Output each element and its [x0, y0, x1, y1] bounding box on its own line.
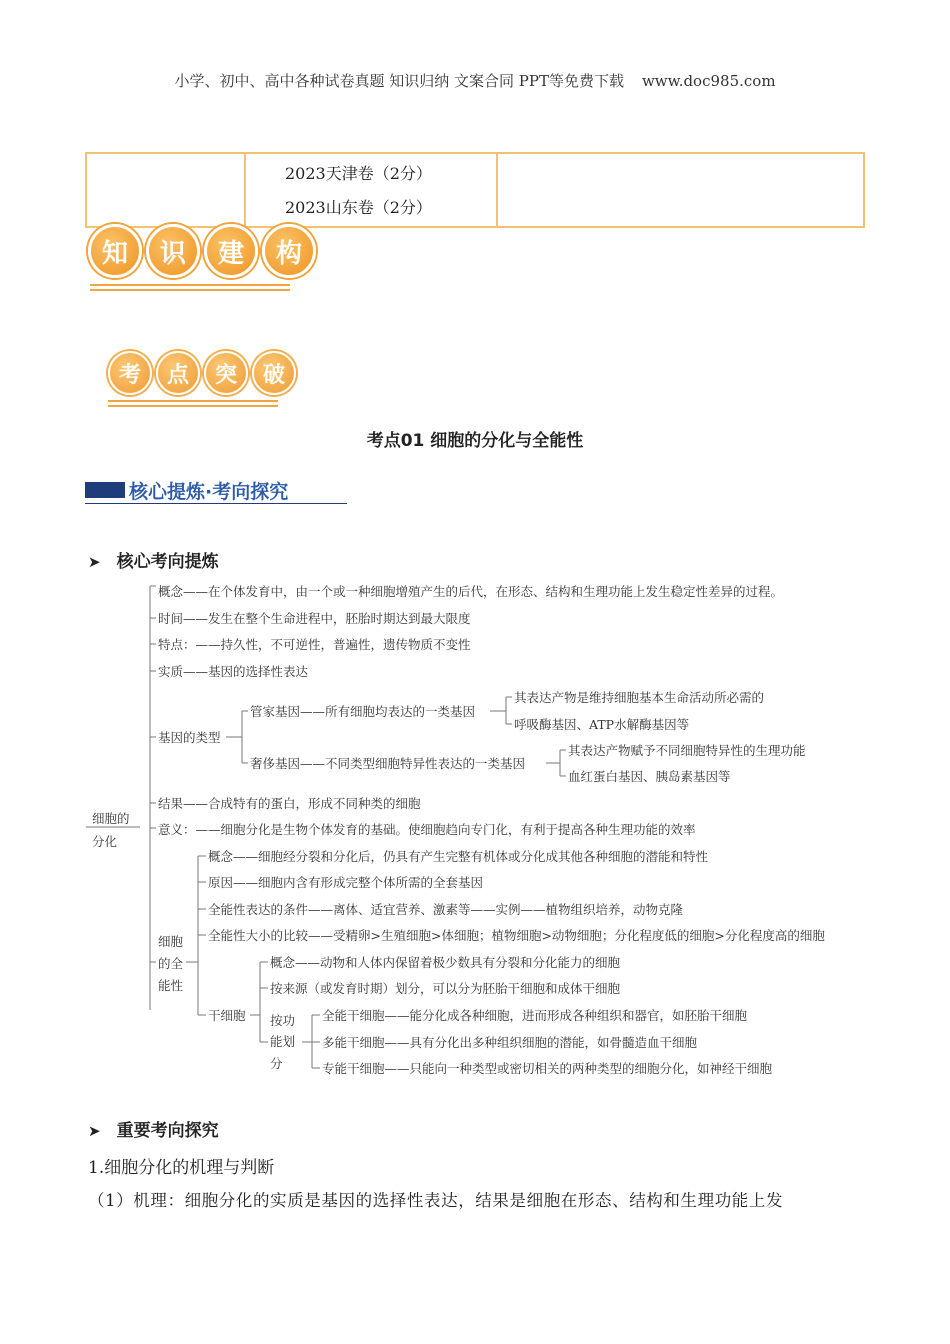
node-f1: 全能干细胞——能分化成各种细胞，进而形成各种组织和器官，如胚胎干细胞 — [322, 1008, 748, 1023]
node-concept: 概念——在个体发育中，由一个或一种细胞增殖产生的后代，在形态、结构和生理功能上发生稳定性差异的过程。 — [158, 584, 784, 599]
node-result: 结果——合成特有的蛋白，形成不同种类的细胞 — [158, 796, 421, 811]
tree-root: 细胞的 — [92, 811, 130, 826]
badge-char: 考 — [108, 351, 152, 395]
node-totipotency: 细胞 — [158, 934, 184, 949]
paragraph-heading: 1.细胞分化的机理与判断 — [88, 1158, 275, 1178]
tree-line — [490, 697, 512, 724]
tree-line — [186, 856, 206, 1015]
node-totipotency: 的全 — [158, 956, 184, 971]
exam-line: 2023天津卷（2分） — [285, 164, 432, 183]
badge-char: 建 — [204, 224, 258, 278]
node-feature: 特点：——持久性，不可逆性，普遍性，遗传物质不变性 — [158, 637, 471, 652]
node-t-reason: 原因——细胞内含有形成完整个体所需的全套基因 — [208, 875, 484, 890]
badge-char: 突 — [204, 351, 248, 395]
tree-line — [302, 1015, 320, 1068]
node-essence: 实质——基因的选择性表达 — [158, 664, 309, 679]
node-housekeeping: 管家基因——所有细胞均表达的一类基因 — [250, 704, 476, 719]
tree-root: 分化 — [92, 834, 118, 849]
node-hk2: 呼吸酶基因、ATP水解酶基因等 — [514, 717, 690, 732]
header-site: www.doc985.com — [641, 72, 776, 90]
header-text: 小学、初中、高中各种试卷真题 知识归纳 文案合同 PPT等免费下载 — [174, 72, 624, 90]
badge-char: 识 — [146, 224, 200, 278]
heading-text: 重要考向探究 — [116, 1121, 219, 1141]
node-t-compare: 全能性大小的比较——受精卵>生殖细胞>体细胞；植物细胞>动物细胞；分化程度低的细胞>分化程度高的细胞 — [208, 928, 825, 943]
heading-text: 核心考向提炼 — [116, 552, 219, 572]
node-by-function: 按功 — [270, 1013, 296, 1028]
heading-important — [88, 1116, 219, 1141]
exam-line: 2023山东卷（2分） — [285, 198, 432, 217]
node-f3: 专能干细胞——只能向一种类型或密切相关的两种类型的细胞分化，如神经干细胞 — [322, 1061, 773, 1076]
node-by-function: 能划 — [270, 1034, 296, 1049]
node-t-condition: 全能性表达的条件——离体、适宜营养、激素等——实例——植物组织培养，动物克隆 — [208, 902, 684, 917]
node-f2: 多能干细胞——具有分化出多种组织细胞的潜能，如骨髓造血干细胞 — [322, 1035, 698, 1050]
badge-char: 构 — [262, 224, 316, 278]
node-time: 时间——发生在整个生命进程中，胚胎时期达到最大限度 — [158, 611, 471, 626]
node-by-function: 分 — [270, 1056, 283, 1071]
arrow-icon: ➤ — [88, 1122, 101, 1140]
node-stem: 干细胞 — [208, 1008, 246, 1023]
node-s-concept: 概念——动物和人体内保留着极少数具有分裂和分化能力的细胞 — [270, 955, 621, 970]
badge-char: 知 — [88, 224, 142, 278]
node-t-concept: 概念——细胞经分裂和分化后，仍具有产生完整有机体或分化成其他各种细胞的潜能和特性 — [208, 849, 709, 864]
banner-text: 核心提炼·考向探究 — [129, 481, 289, 503]
tree-line — [226, 711, 248, 763]
arrow-icon: ➤ — [88, 553, 101, 571]
node-s-source: 按来源（或发育时期）划分，可以分为胚胎干细胞和成体干细胞 — [270, 981, 621, 996]
node-gene-types: 基因的类型 — [158, 730, 221, 745]
node-meaning: 意义：——细胞分化是生物个体发育的基础。使细胞趋向专门化，有利于提高各种生理功能的效率 — [158, 822, 696, 837]
node-hk1: 其表达产物是维持细胞基本生命活动所必需的 — [514, 690, 765, 705]
node-lx1: 其表达产物赋予不同细胞特异性的生理功能 — [568, 743, 806, 758]
tree-line — [546, 750, 566, 776]
node-lx2: 血红蛋白基因、胰岛素基因等 — [568, 769, 731, 784]
node-totipotency: 能性 — [158, 978, 184, 993]
badge-char: 破 — [252, 351, 296, 395]
tree-line — [250, 962, 268, 1042]
section-title: 考点01 细胞的分化与全能性 — [366, 431, 584, 451]
paragraph-body: （1）机理：细胞分化的实质是基因的选择性表达，结果是细胞在形态、结构和生理功能上发 — [88, 1191, 784, 1210]
node-luxury: 奢侈基因——不同类型细胞特异性表达的一类基因 — [250, 756, 526, 771]
badge-char: 点 — [156, 351, 200, 395]
tree-line — [150, 586, 156, 803]
